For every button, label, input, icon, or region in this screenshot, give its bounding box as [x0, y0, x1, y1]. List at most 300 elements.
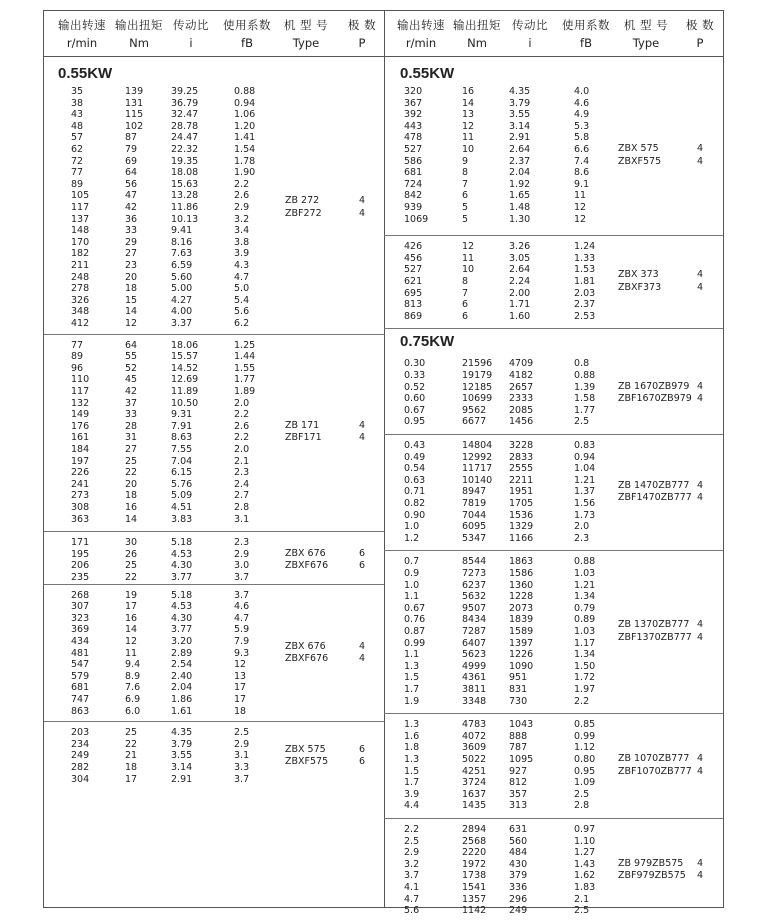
cell-torque: 1142	[462, 905, 487, 917]
cell-factor: 1.43	[574, 858, 596, 870]
cell-ratio: 1.71	[509, 299, 531, 311]
cell-factor: 1.34	[574, 649, 596, 661]
cell-factor: 2.9	[234, 202, 250, 213]
cell-torque: 5	[462, 213, 469, 225]
cell-speed: 148	[71, 225, 90, 237]
table-row	[44, 363, 384, 375]
header-torque-unit: Nm	[129, 36, 149, 50]
cell-ratio: 3.77	[171, 624, 193, 636]
cell-factor: 1.55	[234, 362, 256, 374]
table-row	[44, 318, 384, 330]
cell-ratio: 4.53	[171, 548, 193, 560]
cell-speed: 4.1	[404, 882, 420, 893]
table-row	[384, 894, 723, 906]
table-row	[44, 421, 384, 433]
cell-speed: 206	[71, 560, 90, 572]
cell-speed: 392	[404, 109, 423, 121]
cell-factor: 1.56	[574, 498, 596, 509]
cell-torque: 5022	[462, 753, 487, 765]
cell-ratio: 336	[509, 882, 528, 893]
cell-factor: 2.6	[234, 190, 250, 202]
cell-speed: 1.9	[404, 695, 420, 707]
cell-ratio: 3.55	[509, 109, 531, 121]
cell-ratio: 831	[509, 683, 528, 695]
cell-factor: 2.03	[574, 287, 596, 299]
cell-factor: 3.7	[234, 773, 250, 785]
pole-count: 4	[697, 269, 704, 281]
cell-factor: 4.7	[234, 271, 250, 283]
cell-ratio: 18.08	[171, 167, 199, 179]
cell-factor: 5.0	[234, 283, 250, 295]
cell-ratio: 3.79	[509, 97, 531, 109]
model-type: ZB 1670ZB979	[618, 380, 690, 392]
table-row	[44, 671, 384, 683]
cell-ratio: 9.41	[171, 225, 193, 237]
cell-factor: 9.1	[574, 178, 590, 190]
table-row	[384, 156, 723, 168]
table-row	[44, 514, 384, 526]
cell-ratio: 2.91	[171, 773, 193, 785]
cell-speed: 724	[404, 178, 423, 190]
cell-factor: 2.1	[234, 455, 250, 467]
cell-factor: 0.97	[574, 824, 596, 835]
model-group	[44, 721, 384, 790]
cell-speed: 0.67	[404, 602, 426, 614]
cell-ratio: 19.35	[171, 155, 199, 167]
cell-ratio: 1.60	[509, 310, 531, 322]
cell-torque: 4999	[462, 660, 487, 672]
cell-ratio: 3.14	[171, 761, 193, 773]
cell-torque: 29	[125, 236, 138, 248]
table-row	[384, 121, 723, 133]
cell-torque: 131	[125, 97, 144, 109]
model-type: ZBF1670ZB979	[618, 393, 692, 405]
cell-ratio: 6.59	[171, 260, 193, 271]
cell-ratio: 9.31	[171, 409, 193, 421]
table-row	[384, 167, 723, 179]
cell-torque: 11	[462, 252, 475, 264]
cell-speed: 0.52	[404, 381, 426, 393]
table-row	[44, 86, 384, 98]
pole-count: 4	[697, 492, 704, 504]
pole-count: 4	[359, 432, 366, 444]
table-row	[384, 591, 723, 603]
pole-count: 4	[697, 631, 704, 643]
cell-speed: 0.7	[404, 556, 420, 568]
cell-speed: 1.1	[404, 649, 420, 661]
cell-speed: 527	[404, 264, 423, 276]
table-row	[44, 214, 384, 226]
cell-factor: 2.0	[574, 521, 590, 533]
cell-factor: 0.88	[234, 86, 256, 97]
table-row	[44, 351, 384, 363]
cell-ratio: 3.79	[171, 738, 193, 750]
cell-ratio: 2.04	[509, 167, 531, 179]
cell-factor: 0.8	[574, 358, 590, 370]
cell-ratio: 8.63	[171, 432, 193, 444]
cell-factor: 1.34	[574, 591, 596, 603]
cell-factor: 1.77	[234, 374, 256, 386]
cell-torque: 14	[125, 624, 138, 636]
table-row	[44, 409, 384, 421]
table-header	[384, 11, 723, 57]
table-row	[44, 295, 384, 307]
cell-torque: 5	[462, 202, 469, 213]
cell-speed: 369	[71, 624, 90, 636]
header-speed-unit: r/min	[405, 36, 437, 50]
cell-speed: 184	[71, 443, 90, 455]
cell-factor: 17	[234, 682, 247, 694]
cell-torque: 3609	[462, 742, 487, 754]
cell-factor: 7.4	[574, 155, 590, 167]
cell-factor: 11	[574, 190, 587, 202]
pole-count: 4	[697, 765, 704, 777]
cell-speed: 1.7	[404, 777, 420, 789]
cell-factor: 3.3	[234, 761, 250, 773]
cell-ratio: 4.00	[171, 306, 193, 318]
table-row	[384, 649, 723, 661]
cell-ratio: 2.24	[509, 275, 531, 287]
table-row	[44, 648, 384, 660]
cell-speed: 117	[71, 202, 90, 213]
cell-factor: 2.2	[234, 409, 250, 421]
cell-torque: 87	[125, 132, 138, 144]
cell-speed: 149	[71, 409, 90, 421]
cell-torque: 20	[125, 271, 138, 283]
cell-ratio: 1839	[509, 614, 534, 626]
cell-factor: 1.06	[234, 109, 256, 121]
model-group	[384, 434, 723, 551]
cell-speed: 863	[71, 705, 90, 717]
cell-ratio: 14.52	[171, 362, 199, 374]
cell-torque: 27	[125, 248, 138, 260]
cell-torque: 22	[125, 738, 138, 750]
cell-speed: 268	[71, 589, 90, 601]
pole-count: 4	[359, 207, 366, 219]
cell-factor: 1.50	[574, 660, 596, 672]
cell-factor: 2.3	[234, 537, 250, 549]
table-row	[384, 824, 723, 836]
cell-ratio: 1228	[509, 591, 534, 603]
model-group	[384, 550, 723, 714]
cell-torque: 1637	[462, 788, 487, 800]
cell-speed: 0.95	[404, 416, 426, 428]
cell-speed: 307	[71, 601, 90, 613]
header-poles-unit: P	[696, 36, 704, 50]
cell-factor: 2.2	[234, 178, 250, 190]
table-row	[384, 603, 723, 615]
cell-torque: 6095	[462, 521, 487, 533]
cell-torque: 56	[125, 178, 138, 190]
cell-factor: 0.88	[574, 556, 596, 568]
table-row	[44, 572, 384, 584]
table-row	[44, 502, 384, 514]
cell-ratio: 1536	[509, 509, 534, 521]
table-row	[44, 98, 384, 110]
cell-factor: 1.58	[574, 393, 596, 405]
cell-factor: 2.0	[234, 443, 250, 455]
table-row	[44, 560, 384, 572]
cell-torque: 1738	[462, 870, 487, 882]
cell-speed: 0.9	[404, 567, 420, 579]
cell-ratio: 2.40	[171, 670, 193, 682]
cell-factor: 4.6	[234, 601, 250, 613]
cell-torque: 42	[125, 385, 138, 397]
cell-speed: 320	[404, 86, 423, 97]
cell-ratio: 812	[509, 777, 528, 789]
cell-speed: 1.6	[404, 730, 420, 742]
table-row	[384, 521, 723, 533]
cell-torque: 33	[125, 225, 138, 237]
cell-torque: 11	[125, 647, 138, 659]
table-row	[384, 731, 723, 743]
table-row	[44, 121, 384, 133]
cell-ratio: 357	[509, 788, 528, 800]
cell-speed: 0.30	[404, 358, 426, 370]
cell-ratio: 3.20	[171, 635, 193, 647]
table-row	[384, 276, 723, 288]
cell-ratio: 484	[509, 847, 528, 859]
cell-torque: 14	[125, 306, 138, 318]
cell-torque: 64	[125, 339, 138, 351]
cell-factor: 1.73	[574, 509, 596, 521]
cell-speed: 235	[71, 571, 90, 583]
table-row	[44, 272, 384, 284]
cell-torque: 36	[125, 213, 138, 225]
cell-ratio: 430	[509, 858, 528, 870]
cell-torque: 18	[125, 761, 138, 773]
cell-torque: 64	[125, 167, 138, 179]
cell-factor: 4.7	[234, 612, 250, 624]
cell-torque: 9	[462, 155, 469, 167]
cell-ratio: 4.27	[171, 294, 193, 306]
table-row	[44, 774, 384, 786]
header-factor: 使用系数	[223, 18, 271, 32]
cell-speed: 195	[71, 548, 90, 560]
table-row	[384, 800, 723, 812]
table-row	[44, 537, 384, 549]
table-row	[384, 905, 723, 917]
cell-ratio: 22.32	[171, 144, 199, 155]
table-row	[384, 288, 723, 300]
cell-ratio: 3.77	[171, 571, 193, 583]
table-row	[44, 750, 384, 762]
cell-speed: 695	[404, 287, 423, 299]
cell-speed: 38	[71, 97, 84, 109]
cell-speed: 456	[404, 252, 423, 264]
model-type: ZB 1470ZB777	[618, 479, 690, 491]
cell-torque: 69	[125, 155, 138, 167]
cell-speed: 0.67	[404, 404, 426, 416]
cell-torque: 8	[462, 167, 469, 179]
cell-factor: 1.77	[574, 404, 596, 416]
cell-speed: 89	[71, 178, 84, 190]
cell-factor: 4.3	[234, 260, 250, 271]
table-row	[384, 86, 723, 98]
cell-factor: 4.0	[574, 86, 590, 97]
cell-ratio: 1589	[509, 625, 534, 637]
cell-speed: 2.5	[404, 835, 420, 847]
table-row	[384, 440, 723, 452]
cell-speed: 1.5	[404, 672, 420, 684]
model-type: ZBX 676	[285, 547, 326, 559]
cell-ratio: 1951	[509, 486, 534, 498]
cell-ratio: 1456	[509, 416, 534, 428]
model-type: ZBF1370ZB777	[618, 631, 692, 643]
cell-factor: 2.2	[574, 695, 590, 707]
cell-torque: 1435	[462, 800, 487, 812]
table-row	[44, 202, 384, 214]
cell-speed: 304	[71, 773, 90, 785]
table-row	[384, 132, 723, 144]
cell-speed: 171	[71, 537, 90, 549]
cell-speed: 813	[404, 299, 423, 311]
cell-ratio: 2085	[509, 404, 534, 416]
cell-speed: 681	[404, 167, 423, 179]
pole-count: 4	[359, 195, 366, 207]
cell-factor: 1.04	[574, 463, 596, 475]
cell-factor: 3.8	[234, 236, 250, 248]
table-row	[44, 624, 384, 636]
table-row	[384, 672, 723, 684]
cell-ratio: 951	[509, 672, 528, 684]
cell-ratio: 2333	[509, 393, 534, 405]
cell-factor: 0.85	[574, 719, 596, 731]
cell-ratio: 1.61	[171, 705, 193, 717]
cell-ratio: 1090	[509, 660, 534, 672]
cell-speed: 0.76	[404, 614, 426, 626]
cell-torque: 9.4	[125, 659, 141, 671]
cell-torque: 11717	[462, 463, 493, 475]
cell-ratio: 24.47	[171, 132, 199, 144]
cell-speed: 547	[71, 659, 90, 671]
right-column	[384, 11, 723, 917]
cell-speed: 323	[71, 612, 90, 624]
cell-factor: 2.8	[574, 800, 590, 812]
cell-torque: 20	[125, 478, 138, 490]
cell-torque: 18	[125, 490, 138, 502]
cell-factor: 0.99	[574, 730, 596, 742]
model-group	[44, 584, 384, 723]
header-factor: 使用系数	[562, 18, 610, 32]
cell-torque: 115	[125, 109, 144, 121]
model-type: ZBXF373	[618, 281, 662, 293]
table-row	[384, 144, 723, 156]
cell-factor: 3.9	[234, 248, 250, 260]
cell-factor: 1.24	[574, 241, 596, 253]
cell-speed: 77	[71, 339, 84, 351]
table-row	[44, 636, 384, 648]
cell-factor: 12	[574, 202, 587, 213]
table-row	[44, 260, 384, 272]
cell-speed: 1.3	[404, 660, 420, 672]
cell-ratio: 2.04	[171, 682, 193, 694]
cell-speed: 681	[71, 682, 90, 694]
cell-speed: 282	[71, 761, 90, 773]
cell-torque: 6.9	[125, 693, 141, 705]
cell-factor: 2.37	[574, 299, 596, 311]
cell-torque: 12992	[462, 451, 493, 463]
cell-factor: 3.1	[234, 513, 250, 525]
cell-ratio: 5.00	[171, 283, 193, 295]
cell-speed: 348	[71, 306, 90, 318]
table-row	[44, 132, 384, 144]
cell-speed: 1.7	[404, 683, 420, 695]
cell-torque: 52	[125, 362, 138, 374]
cell-factor: 1.20	[234, 120, 256, 132]
cell-ratio: 3.26	[509, 241, 531, 253]
cell-torque: 17	[125, 601, 138, 613]
cell-torque: 5632	[462, 591, 487, 603]
table-row	[384, 264, 723, 276]
cell-factor: 2.5	[574, 905, 590, 917]
cell-torque: 18	[125, 283, 138, 295]
cell-torque: 12	[462, 120, 475, 132]
cell-torque: 7287	[462, 625, 487, 637]
cell-ratio: 2211	[509, 474, 534, 486]
cell-factor: 6.6	[574, 144, 590, 155]
table-row	[384, 789, 723, 801]
header-factor-unit: fB	[580, 36, 592, 50]
cell-factor: 1.89	[234, 385, 256, 397]
model-type: ZBF979ZB575	[618, 870, 686, 882]
cell-factor: 1.44	[234, 351, 256, 363]
table-row	[44, 601, 384, 613]
cell-ratio: 1.48	[509, 202, 531, 213]
cell-torque: 10	[462, 264, 475, 276]
cell-ratio: 32.47	[171, 109, 199, 121]
cell-speed: 57	[71, 132, 84, 144]
cell-factor: 18	[234, 705, 247, 717]
cell-speed: 3.9	[404, 788, 420, 800]
table-row	[384, 311, 723, 323]
cell-factor: 1.25	[234, 339, 256, 351]
cell-speed: 481	[71, 647, 90, 659]
cell-torque: 15	[125, 294, 138, 306]
cell-ratio: 1397	[509, 637, 534, 649]
model-type: ZB 1070ZB777	[618, 753, 690, 765]
cell-ratio: 1329	[509, 521, 534, 533]
cell-ratio: 1043	[509, 719, 534, 731]
header-poles: 极 数	[347, 18, 377, 32]
cell-speed: 434	[71, 635, 90, 647]
cell-factor: 1.33	[574, 252, 596, 264]
cell-torque: 8947	[462, 486, 487, 498]
cell-ratio: 4709	[509, 358, 534, 370]
table-row	[384, 684, 723, 696]
cell-torque: 31	[125, 432, 138, 444]
cell-ratio: 36.79	[171, 97, 199, 109]
cell-torque: 19	[125, 589, 138, 601]
cell-torque: 11	[462, 132, 475, 144]
cell-torque: 10140	[462, 474, 493, 486]
cell-torque: 12185	[462, 381, 493, 393]
cell-speed: 747	[71, 693, 90, 705]
cell-speed: 443	[404, 120, 423, 132]
cell-torque: 7819	[462, 498, 487, 509]
cell-torque: 3348	[462, 695, 487, 707]
header-type: 机 型 号	[283, 18, 329, 32]
cell-speed: 234	[71, 738, 90, 750]
cell-factor: 8.6	[574, 167, 590, 179]
cell-torque: 23	[125, 260, 138, 271]
cell-ratio: 1.65	[509, 190, 531, 202]
cell-torque: 55	[125, 351, 138, 363]
table-row	[384, 358, 723, 370]
cell-speed: 579	[71, 670, 90, 682]
pole-count: 4	[697, 857, 704, 869]
table-row	[44, 374, 384, 386]
